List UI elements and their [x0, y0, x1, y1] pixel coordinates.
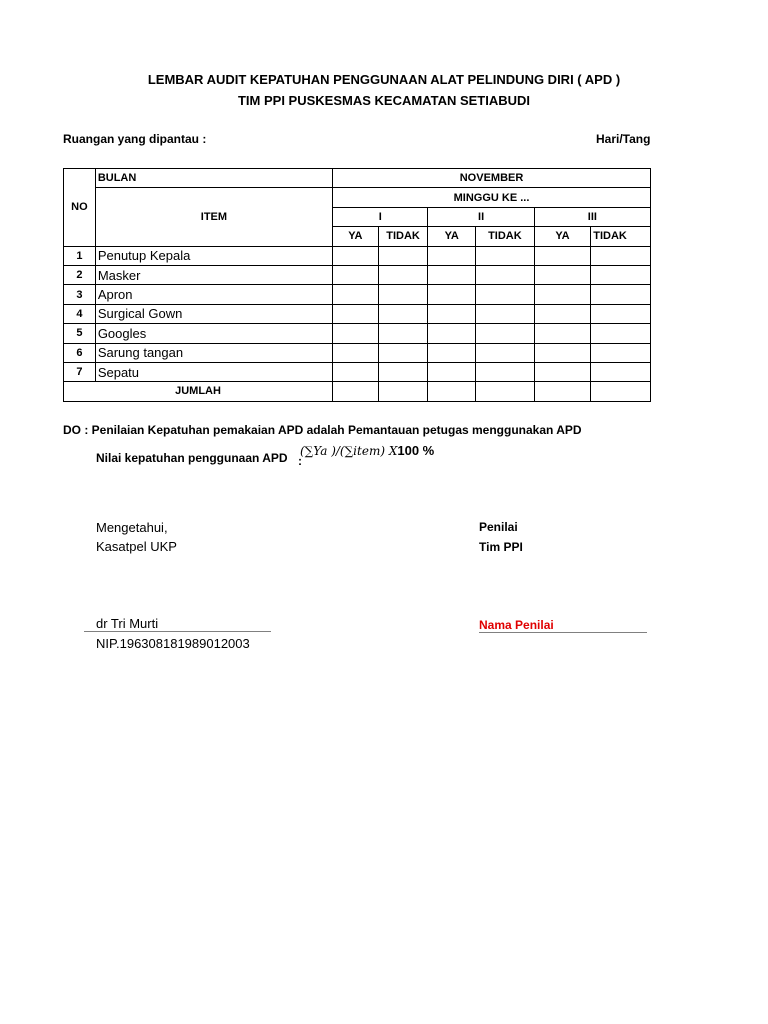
no-header: NO: [64, 169, 96, 247]
check-cell[interactable]: [476, 362, 535, 381]
check-cell[interactable]: [428, 343, 476, 362]
table-row: [64, 324, 651, 343]
check-cell[interactable]: [378, 304, 428, 323]
total-cell[interactable]: [378, 382, 428, 401]
row-item: Penutup Kepala: [95, 246, 332, 265]
check-cell[interactable]: [591, 324, 651, 343]
definition-text: DO : Penilaian Kepatuhan pemakaian APD adalah Pemantauan petugas menggunakan APD: [63, 423, 582, 437]
check-cell[interactable]: [378, 265, 428, 284]
check-cell[interactable]: [534, 362, 590, 381]
check-cell[interactable]: [591, 343, 651, 362]
check-cell[interactable]: [591, 246, 651, 265]
check-cell[interactable]: [428, 304, 476, 323]
check-cell[interactable]: [378, 246, 428, 265]
table-row: [64, 285, 651, 304]
signatory-nip: NIP.196308181989012003: [96, 636, 250, 651]
ya-header: YA: [534, 227, 590, 246]
row-number: 1: [64, 246, 96, 265]
check-cell[interactable]: [534, 343, 590, 362]
table-row: [64, 246, 651, 265]
row-number: 3: [64, 285, 96, 304]
check-cell[interactable]: [534, 265, 590, 284]
row-item: Apron: [95, 285, 332, 304]
ya-header: YA: [428, 227, 476, 246]
check-cell[interactable]: [333, 362, 379, 381]
row-number: 4: [64, 304, 96, 323]
row-number: 5: [64, 324, 96, 343]
assessor-team: Tim PPI: [479, 540, 523, 554]
table-row: [64, 362, 651, 381]
item-header: ITEM: [95, 188, 332, 246]
check-cell[interactable]: [534, 246, 590, 265]
total-cell[interactable]: [476, 382, 535, 401]
check-cell[interactable]: [378, 324, 428, 343]
check-cell[interactable]: [428, 265, 476, 284]
check-cell[interactable]: [534, 304, 590, 323]
room-label: Ruangan yang dipantau :: [63, 132, 207, 146]
row-item: Googles: [95, 324, 332, 343]
week-header: I: [333, 207, 428, 226]
check-cell[interactable]: [534, 285, 590, 304]
check-cell[interactable]: [591, 265, 651, 284]
approval-label: Mengetahui,: [96, 520, 168, 535]
check-cell[interactable]: [333, 324, 379, 343]
check-cell[interactable]: [534, 324, 590, 343]
check-cell[interactable]: [476, 324, 535, 343]
check-cell[interactable]: [591, 304, 651, 323]
check-cell[interactable]: [378, 285, 428, 304]
week-header: II: [428, 207, 534, 226]
row-number: 2: [64, 265, 96, 284]
total-cell[interactable]: [428, 382, 476, 401]
week-label: MINGGU KE ...: [333, 188, 651, 207]
row-item: Masker: [95, 265, 332, 284]
tidak-header: TIDAK: [378, 227, 428, 246]
check-cell[interactable]: [476, 343, 535, 362]
row-item: Sarung tangan: [95, 343, 332, 362]
formula-value: 100 %: [397, 443, 435, 458]
row-item: Surgical Gown: [95, 304, 332, 323]
tidak-header: TIDAK: [476, 227, 535, 246]
table-row: [64, 265, 651, 284]
bulan-label: BULAN: [95, 169, 332, 188]
assessor-label: Penilai: [479, 520, 518, 534]
formula-colon: :: [298, 454, 302, 468]
tidak-header: TIDAK: [591, 227, 651, 246]
total-label: JUMLAH: [64, 382, 333, 401]
document-title: LEMBAR AUDIT KEPATUHAN PENGGUNAAN ALAT PELINDUNG DIRI ( APD ): [147, 72, 621, 87]
check-cell[interactable]: [428, 362, 476, 381]
total-cell[interactable]: [333, 382, 379, 401]
month-header: NOVEMBER: [333, 169, 651, 188]
check-cell[interactable]: [428, 324, 476, 343]
check-cell[interactable]: [333, 246, 379, 265]
check-cell[interactable]: [333, 285, 379, 304]
formula-expr-text: (∑Ya )/(∑item) X: [300, 444, 398, 458]
check-cell[interactable]: [378, 362, 428, 381]
check-cell[interactable]: [333, 265, 379, 284]
ya-header: YA: [333, 227, 379, 246]
total-row: [64, 382, 651, 401]
date-label: Hari/Tang: [596, 132, 651, 146]
signatory-name: dr Tri Murti: [84, 616, 271, 632]
check-cell[interactable]: [476, 246, 535, 265]
check-cell[interactable]: [428, 285, 476, 304]
week-header: III: [534, 207, 650, 226]
check-cell[interactable]: [591, 362, 651, 381]
check-cell[interactable]: [333, 343, 379, 362]
audit-table: [63, 168, 651, 402]
check-cell[interactable]: [476, 265, 535, 284]
check-cell[interactable]: [476, 285, 535, 304]
check-cell[interactable]: [428, 246, 476, 265]
check-cell[interactable]: [333, 304, 379, 323]
check-cell[interactable]: [378, 343, 428, 362]
check-cell[interactable]: [591, 285, 651, 304]
assessor-name: Nama Penilai: [479, 618, 647, 633]
total-cell[interactable]: [591, 382, 651, 401]
formula-label: Nilai kepatuhan penggunaan APD: [96, 451, 288, 465]
formula-expression: [300, 443, 434, 458]
check-cell[interactable]: [476, 304, 535, 323]
approval-role: Kasatpel UKP: [96, 539, 177, 554]
document-subtitle: TIM PPI PUSKESMAS KECAMATAN SETIABUDI: [237, 93, 531, 108]
row-item: Sepatu: [95, 362, 332, 381]
table-row: [64, 304, 651, 323]
row-number: 6: [64, 343, 96, 362]
table-row: [64, 343, 651, 362]
total-cell[interactable]: [534, 382, 590, 401]
row-number: 7: [64, 362, 96, 381]
